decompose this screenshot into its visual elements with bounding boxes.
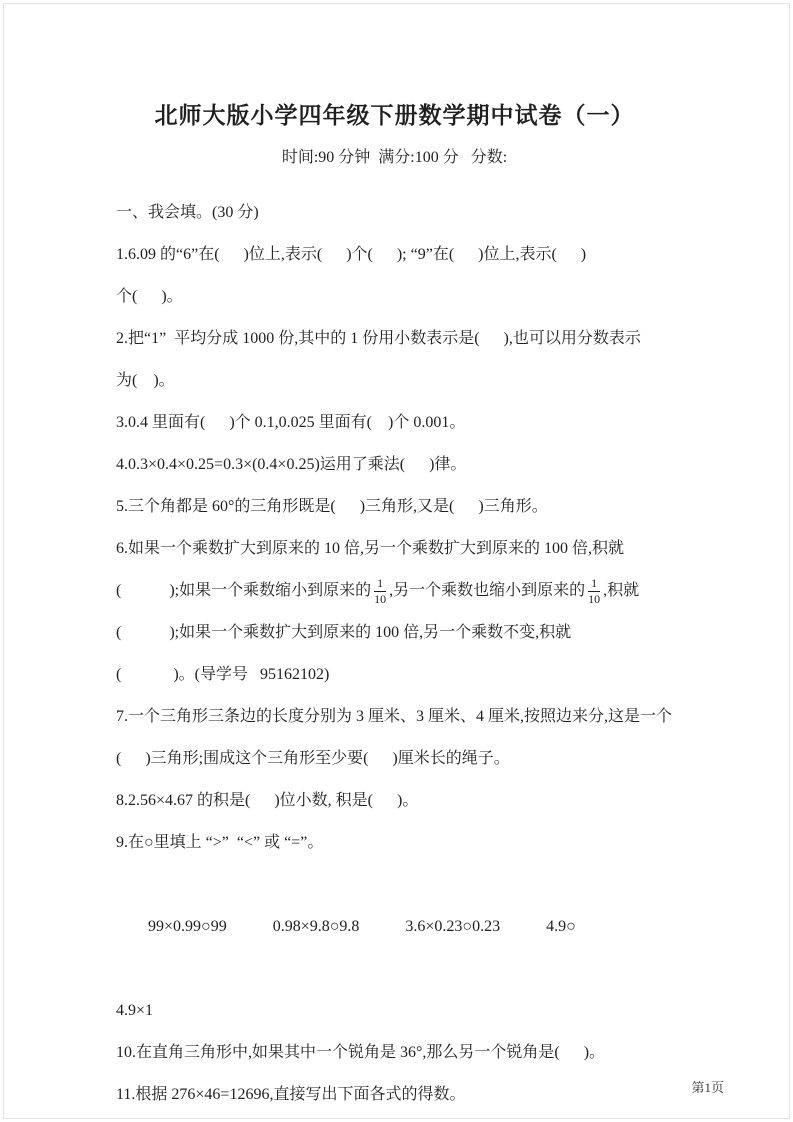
fraction-numerator: 1 — [374, 576, 386, 591]
question-11 — [116, 1074, 673, 1116]
question-9 — [116, 822, 673, 1032]
question-line: 4.0.3×0.4×0.25=0.3×(0.4×0.25)运用了乘法( )律。 — [116, 456, 467, 473]
comparison-item: 99×0.99○99 — [148, 918, 227, 935]
question-5 — [116, 486, 673, 528]
question-line: 7.一个三角形三条边的长度分别为 3 厘米、3 厘米、4 厘米,按照边来分,这是一个 — [116, 708, 673, 725]
question-text: ,积就 — [603, 582, 640, 599]
section-heading: 一、我会填。(30 分) — [116, 204, 259, 221]
question-line — [116, 570, 673, 612]
comparison-item: 0.98×9.8○9.8 — [272, 918, 360, 935]
question-line: 1.6.09 的“6”在( )位上,表示( )个( ); “9”在( )位上,表示( ) — [116, 246, 587, 263]
question-line: ( )。(导学号 95162102) — [116, 666, 330, 683]
exam-meta-line: 时间:90 分钟 满分:100 分 分数: — [281, 149, 508, 166]
question-line: 6.如果一个乘数扩大到原来的 10 倍,另一个乘数扩大到原来的 100 倍,积就 — [116, 540, 625, 557]
question-2 — [116, 318, 673, 402]
fraction-one-tenth — [586, 576, 602, 606]
fraction-numerator: 1 — [588, 576, 600, 591]
question-10 — [116, 1032, 673, 1074]
question-text: ,另一个乘数也缩小到原来的 — [389, 582, 586, 599]
question-line: 8.2.56×4.67 的积是( )位小数, 积是( )。 — [116, 792, 419, 809]
question-6 — [116, 528, 673, 696]
question-text: ( );如果一个乘数缩小到原来的 — [116, 582, 372, 599]
fraction-one-tenth — [372, 576, 388, 606]
question-3 — [116, 402, 673, 444]
exam-page — [3, 3, 790, 1119]
question-line: 3.0.4 里面有( )个 0.1,0.025 里面有( )个 0.001。 — [116, 414, 466, 431]
page-number-footer: 第1页 — [691, 1080, 724, 1095]
question-4 — [116, 444, 673, 486]
exam-body — [116, 192, 673, 1116]
question-line: 为( )。 — [116, 372, 175, 389]
question-line: 11.根据 276×46=12696,直接写出下面各式的得数。 — [116, 1086, 466, 1103]
question-line: ( )三角形;围成这个三角形至少要( )厘米长的绳子。 — [116, 750, 510, 767]
question-line: 9.在○里填上 “>” “<” 或 “=”。 — [116, 834, 324, 851]
question-1 — [116, 234, 673, 318]
question-line: ( );如果一个乘数扩大到原来的 100 倍,另一个乘数不变,积就 — [116, 624, 572, 641]
question-line: 2.把“1” 平均分成 1000 份,其中的 1 份用小数表示是( ),也可以用分数表示 — [116, 330, 641, 347]
question-7 — [116, 696, 673, 780]
question-line: 个( )。 — [116, 288, 183, 305]
question-line — [116, 864, 673, 990]
question-line: 4.9×1 — [116, 1002, 154, 1019]
question-line: 10.在直角三角形中,如果其中一个锐角是 36°,那么另一个锐角是( )。 — [116, 1044, 606, 1061]
comparison-item: 3.6×0.23○0.23 — [405, 918, 501, 935]
question-8 — [116, 780, 673, 822]
question-line: 5.三个角都是 60°的三角形既是( )三角形,又是( )三角形。 — [116, 498, 548, 515]
exam-title: 北师大版小学四年级下册数学期中试卷（一） — [154, 102, 635, 128]
fraction-denominator: 10 — [374, 591, 387, 606]
fraction-denominator: 10 — [588, 591, 601, 606]
comparison-item: 4.9○ — [546, 918, 576, 935]
